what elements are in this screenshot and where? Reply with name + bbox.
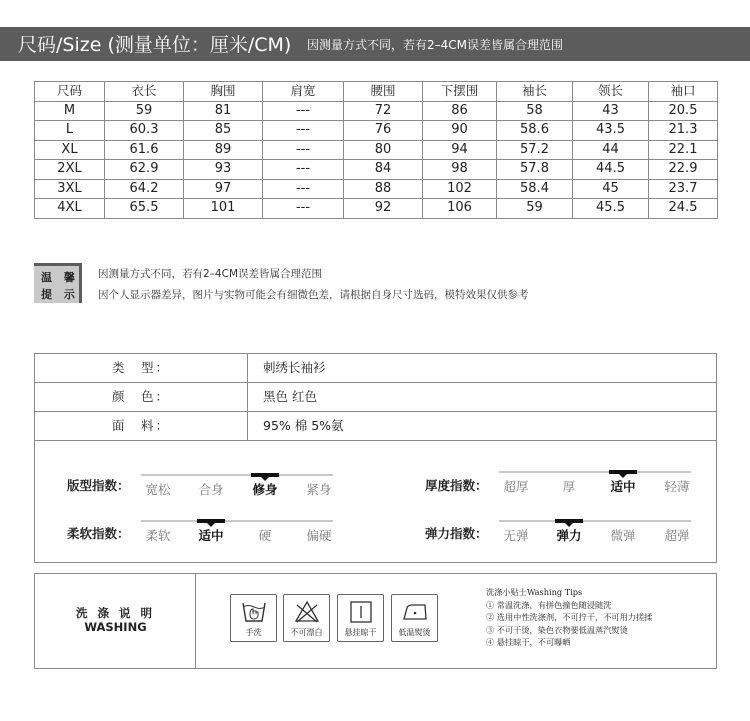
softness-option: 硬 [258,528,272,543]
washing-tip: ④ 悬挂晾干，不可曝晒 [486,637,571,648]
thickness-index-track [499,471,691,473]
measurement-cell: 92 [344,199,423,219]
column-header: 尺码 [35,82,105,102]
size-cell: XL [35,140,105,160]
measurement-cell: 88 [344,179,423,199]
column-header: 袖长 [497,82,573,102]
tips-badge-line2: 提 示 [41,288,79,301]
thickness-option: 厚 [562,479,576,494]
hang-dry-caption: 悬挂晾干 [344,628,377,637]
fit-option: 宽松 [145,482,171,497]
measurement-cell: 98 [423,160,497,180]
measurement-cell: 97 [184,179,263,199]
low-iron-caption: 低温熨烫 [398,628,431,637]
measurement-cell: 58 [497,101,573,121]
measurement-cell: 21.3 [649,121,718,141]
size-cell: L [35,121,105,141]
measurement-cell: 85 [184,121,263,141]
thickness-option: 适中 [610,479,636,494]
measurement-cell: 59 [105,101,184,121]
size-cell: 3XL [35,179,105,199]
type-value: 刺绣长袖衫 [263,360,326,375]
fabric-value: 95% 棉 5%氨 [263,418,344,433]
table-row [35,199,718,219]
fit-option: 修身 [252,482,278,497]
measurement-cell: --- [263,179,344,199]
measurement-cell: 64.2 [105,179,184,199]
thickness-option: 超厚 [503,479,529,494]
measurement-cell: 58.6 [497,121,573,141]
washing-tip: ② 选用中性洗涤剂，不可拧干，不可用力搓揉 [486,612,653,623]
washing-tip: ③ 不可干烫，染色衣物要低温蒸汽熨烫 [486,624,628,635]
measurement-cell: 94 [423,140,497,160]
thickness-index-label: 厚度指数： [425,478,488,493]
measurement-cell: --- [263,140,344,160]
washing-title-en: WASHING [84,620,147,634]
measurement-cell: 89 [184,140,263,160]
elasticity-option: 无弹 [503,528,529,543]
washing-title-cn: 洗 涤 说 明 [75,606,155,620]
washing-tip: ① 常温洗涤，有拼色撞色随浸随洗 [486,599,612,610]
softness-option: 适中 [198,528,224,543]
hang-dry-icon [337,594,384,642]
measurement-cell: 24.5 [649,199,718,219]
fit-option: 紧身 [306,482,332,497]
size-table-header-row [35,82,718,102]
fit-index-label: 版型指数： [67,478,130,493]
measurement-cell: --- [263,121,344,141]
measurement-cell: 65.5 [105,199,184,219]
measurement-cell: 60.3 [105,121,184,141]
measurement-cell: 80 [344,140,423,160]
measurement-cell: 22.9 [649,160,718,180]
hand-wash-caption: 手洗 [245,628,262,637]
measurement-cell: 72 [344,101,423,121]
no-bleach-caption: 不可漂白 [290,628,323,637]
measurement-cell: 57.2 [497,140,573,160]
elasticity-option: 微弹 [610,528,636,543]
elasticity-index-track [499,520,691,522]
column-header: 肩宽 [263,82,344,102]
column-header: 领长 [573,82,649,102]
type-label: 类 型： [35,354,248,382]
measurement-cell: 86 [423,101,497,121]
measurement-cell: 44 [573,140,649,160]
thickness-selected-marker [609,470,637,474]
measurement-cell: 43 [573,101,649,121]
measurement-cell: 22.1 [649,140,718,160]
table-row [35,179,718,199]
measurement-cell: 76 [344,121,423,141]
fabric-label: 面 料： [35,412,248,440]
measurement-cell: 106 [423,199,497,219]
table-row [35,121,718,141]
measurement-cell: 102 [423,179,497,199]
low-iron-icon [391,594,438,642]
color-value: 黑色 红色 [263,389,317,404]
measurement-cell: 23.7 [649,179,718,199]
washing-tips [486,586,652,649]
measurement-cell: 61.6 [105,140,184,160]
measurement-cell: 45.5 [573,199,649,219]
no-bleach-icon [283,594,330,642]
softness-option: 偏硬 [306,528,332,543]
size-table [34,81,718,219]
measurement-cell: 58.4 [497,179,573,199]
size-header-band [0,27,750,61]
table-row [35,140,718,160]
size-cell: M [35,101,105,121]
washing-box [34,573,717,669]
product-info-box [34,353,717,563]
washing-title-cell [35,574,196,668]
tips-line-2: 因个人显示器差异，图片与实物可能会有细微色差，请根据自身尺寸选码，模特效果仅供参考 [98,289,529,301]
fit-index-track [141,474,333,476]
column-header: 衣长 [105,82,184,102]
measurement-cell: --- [263,199,344,219]
washing-tips-title: 洗涤小贴士Washing Tips [486,587,583,597]
column-header: 袖口 [649,82,718,102]
softness-option: 柔软 [145,528,171,543]
elasticity-option: 超弹 [664,528,690,543]
table-row [35,160,718,180]
measurement-cell: 59 [497,199,573,219]
color-label: 颜 色： [35,383,248,411]
elasticity-selected-marker [555,519,583,523]
measurement-cell: 20.5 [649,101,718,121]
measurement-cell: 43.5 [573,121,649,141]
elasticity-option: 弹力 [556,528,582,543]
fit-selected-marker [251,473,279,477]
softness-index-label: 柔软指数： [67,526,130,541]
measurement-cell: 62.9 [105,160,184,180]
measurement-cell: --- [263,160,344,180]
measurement-cell: 45 [573,179,649,199]
size-cell: 4XL [35,199,105,219]
softness-index-track [141,520,333,522]
tips-line-1: 因测量方式不同，若有2–4CM误差皆属合理范围 [98,268,323,280]
hand-wash-icon [230,594,277,642]
info-row-color [35,383,716,412]
column-header: 腰围 [344,82,423,102]
size-header-title: 尺码/Size (测量单位：厘米/CM) [18,34,292,56]
tips-badge [34,263,82,303]
measurement-cell: 101 [184,199,263,219]
softness-selected-marker [197,519,225,523]
measurement-cell: 93 [184,160,263,180]
tips-badge-line1: 温 馨 [41,271,79,284]
measurement-cell: 90 [423,121,497,141]
size-header-note: 因测量方式不同，若有2–4CM误差皆属合理范围 [307,38,564,52]
size-cell: 2XL [35,160,105,180]
info-row-type [35,354,716,383]
elasticity-index-label: 弹力指数： [425,526,488,541]
measurement-cell: 81 [184,101,263,121]
thickness-option: 轻薄 [664,479,690,494]
table-row [35,101,718,121]
info-row-fabric [35,412,716,441]
measurement-cell: --- [263,101,344,121]
column-header: 胸围 [184,82,263,102]
measurement-cell: 57.8 [497,160,573,180]
measurement-cell: 84 [344,160,423,180]
fit-option: 合身 [198,482,224,497]
measurement-cell: 44.5 [573,160,649,180]
column-header: 下摆围 [423,82,497,102]
